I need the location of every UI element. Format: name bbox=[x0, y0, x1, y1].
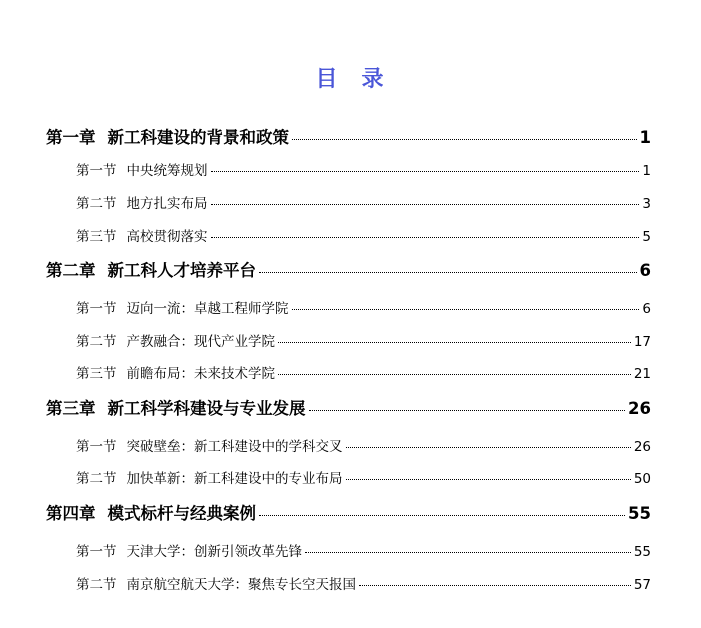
dot-leader bbox=[278, 342, 631, 343]
chapter-title: 新工科学科建设与专业发展 bbox=[107, 399, 306, 418]
section-number: 第二节 bbox=[76, 196, 117, 212]
dot-leader bbox=[211, 237, 640, 238]
toc-section-row[interactable] bbox=[76, 573, 651, 593]
chapter-number: 第四章 bbox=[46, 504, 96, 523]
section-number: 第一节 bbox=[76, 439, 117, 455]
toc-section-row[interactable] bbox=[76, 362, 651, 382]
page-number: 1 bbox=[639, 128, 651, 147]
chapter-title: 新工科人才培养平台 bbox=[107, 261, 256, 280]
section-number: 第三节 bbox=[76, 229, 117, 245]
toc-section-row[interactable] bbox=[76, 225, 651, 245]
dot-leader bbox=[278, 374, 631, 375]
toc-section-row[interactable] bbox=[76, 540, 651, 560]
page-number: 55 bbox=[633, 544, 651, 560]
section-title: 迈向一流：卓越工程师学院 bbox=[126, 301, 289, 317]
section-title: 突破壁垒：新工科建设中的学科交叉 bbox=[126, 439, 343, 455]
dot-leader bbox=[359, 585, 631, 586]
page-number: 5 bbox=[642, 229, 651, 245]
page-title bbox=[0, 62, 701, 93]
section-title: 加快革新：新工科建设中的专业布局 bbox=[126, 471, 343, 487]
dot-leader bbox=[211, 204, 640, 205]
section-title: 南京航空航天大学：聚焦专长空天报国 bbox=[126, 577, 356, 593]
chapter-title: 模式标杆与经典案例 bbox=[107, 504, 256, 523]
section-number: 第二节 bbox=[76, 577, 117, 593]
page-number: 6 bbox=[639, 261, 651, 280]
dot-leader bbox=[259, 272, 637, 273]
title-char-1: 目 bbox=[315, 67, 340, 92]
section-number: 第二节 bbox=[76, 334, 117, 350]
toc-chapter-row[interactable] bbox=[46, 395, 651, 419]
page-number: 3 bbox=[642, 196, 651, 212]
dot-leader bbox=[259, 515, 625, 516]
chapter-number: 第二章 bbox=[46, 261, 96, 280]
page-number: 21 bbox=[633, 366, 651, 382]
section-number: 第一节 bbox=[76, 544, 117, 560]
section-title: 天津大学：创新引领改革先锋 bbox=[126, 544, 302, 560]
page-number: 55 bbox=[628, 504, 651, 523]
dot-leader bbox=[292, 139, 637, 140]
toc-section-row[interactable] bbox=[76, 297, 651, 317]
page-number: 50 bbox=[633, 471, 651, 487]
page-number: 26 bbox=[628, 399, 651, 418]
chapter-number: 第一章 bbox=[46, 128, 96, 147]
toc-section-row[interactable] bbox=[76, 159, 651, 179]
chapter-number: 第三章 bbox=[46, 399, 96, 418]
page-number: 17 bbox=[633, 334, 651, 350]
toc-section-row[interactable] bbox=[76, 435, 651, 455]
dot-leader bbox=[292, 309, 640, 310]
toc-section-row[interactable] bbox=[76, 330, 651, 350]
toc-chapter-row[interactable] bbox=[46, 124, 651, 148]
section-title: 产教融合：现代产业学院 bbox=[126, 334, 275, 350]
dot-leader bbox=[305, 552, 631, 553]
dot-leader bbox=[309, 410, 626, 411]
page-number: 26 bbox=[633, 439, 651, 455]
toc-section-row[interactable] bbox=[76, 467, 651, 487]
section-title: 前瞻布局：未来技术学院 bbox=[126, 366, 275, 382]
section-number: 第一节 bbox=[76, 301, 117, 317]
section-number: 第三节 bbox=[76, 366, 117, 382]
toc-section-row[interactable] bbox=[76, 192, 651, 212]
section-title: 地方扎实布局 bbox=[126, 196, 208, 212]
page-number: 57 bbox=[633, 577, 651, 593]
section-number: 第二节 bbox=[76, 471, 117, 487]
dot-leader bbox=[211, 171, 640, 172]
section-title: 高校贯彻落实 bbox=[126, 229, 208, 245]
dot-leader bbox=[346, 447, 631, 448]
chapter-title: 新工科建设的背景和政策 bbox=[107, 128, 289, 147]
section-number: 第一节 bbox=[76, 163, 117, 179]
toc-chapter-row[interactable] bbox=[46, 257, 651, 281]
dot-leader bbox=[346, 479, 631, 480]
toc-chapter-row[interactable] bbox=[46, 500, 651, 524]
page-number: 6 bbox=[642, 301, 651, 317]
title-char-2: 录 bbox=[361, 67, 386, 92]
page-number: 1 bbox=[642, 163, 651, 179]
section-title: 中央统筹规划 bbox=[126, 163, 208, 179]
